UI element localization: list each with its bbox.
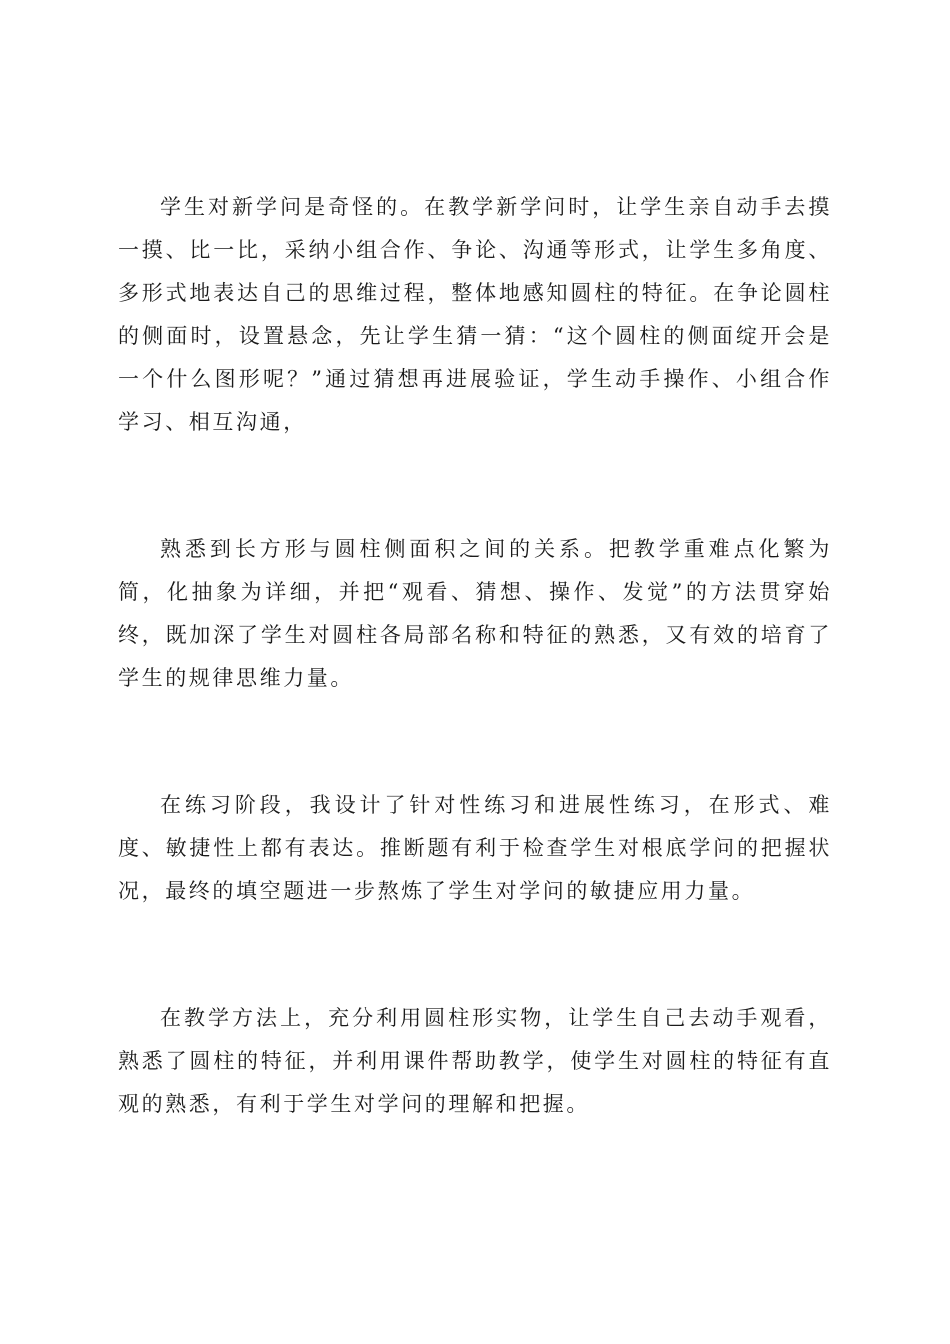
paragraph-4: 在教学方法上，充分利用圆柱形实物，让学生自己去动手观看，熟悉了圆柱的特征，并利用课件帮助教学，使学生对圆柱的特征有直观的熟悉，有利于学生对学问的理解和把握。: [118, 1006, 832, 1116]
document-body: [118, 186, 832, 1126]
paragraph-2: 熟悉到长方形与圆柱侧面积之间的关系。把教学重难点化繁为简，化抽象为详细，并把“观看、猜想、操作、发觉”的方法贯穿始终，既加深了学生对圆柱各局部名称和特征的熟悉，又有效的培育了学生的规律思维力量。: [118, 537, 832, 690]
paragraph-1: 学生对新学问是奇怪的。在教学新学问时，让学生亲自动手去摸一摸、比一比，采纳小组合作、争论、沟通等形式，让学生多角度、多形式地表达自己的思维过程，整体地感知圆柱的特征。在争论圆柱的侧面时，设置悬念，先让学生猜一猜：“这个圆柱的侧面绽开会是一个什么图形呢？”通过猜想再进展验证，学生动手操作、小组合作学习、相互沟通，: [118, 195, 832, 434]
paragraph-3: 在练习阶段，我设计了针对性练习和进展性练习，在形式、难度、敏捷性上都有表达。推断题有利于检查学生对根底学问的把握状况，最终的填空题进一步熬炼了学生对学问的敏捷应用力量。: [118, 793, 832, 903]
